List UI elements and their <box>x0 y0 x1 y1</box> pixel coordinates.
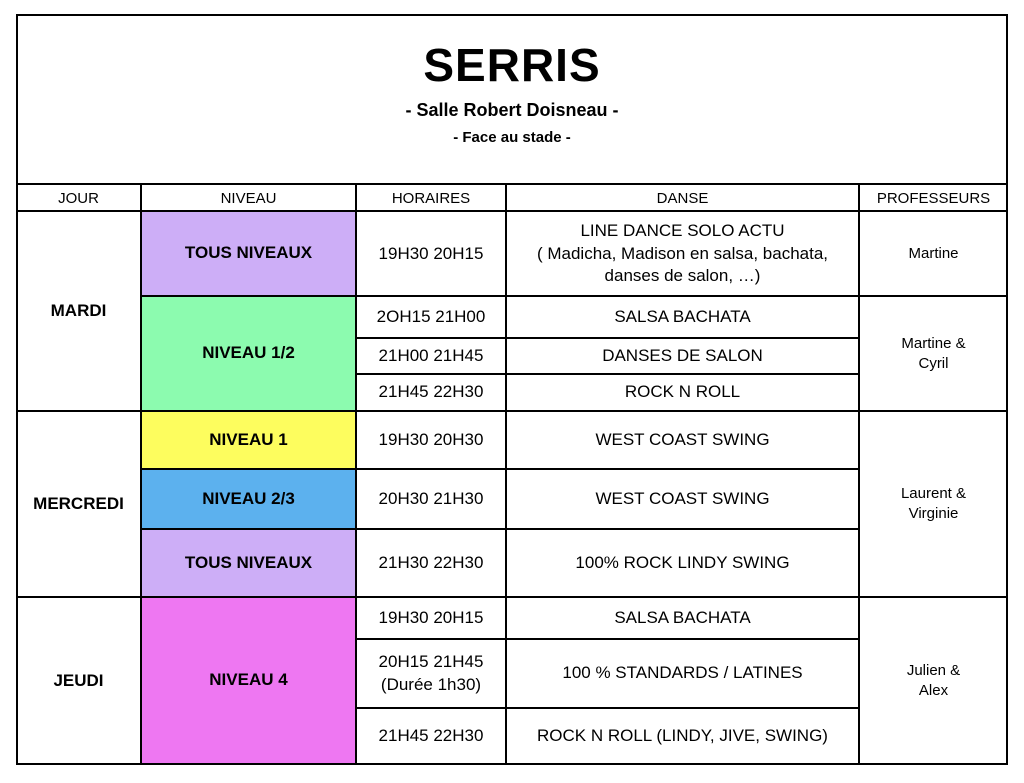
level-mardi-niveau-1-2: NIVEAU 1/2 <box>142 296 355 411</box>
column-rule <box>505 183 507 765</box>
page-title: SERRIS <box>423 39 601 91</box>
row-rule <box>356 638 859 640</box>
time-slot: 20H15 21H45 (Durée 1h30) <box>378 652 484 694</box>
time-slot: 2OH15 21H00 <box>376 306 486 326</box>
professor-cell: Martine <box>908 245 959 263</box>
dance-name: WEST COAST SWING <box>595 488 770 508</box>
time-slot: 21H45 22H30 <box>378 726 484 746</box>
column-header-jour: JOUR <box>58 189 99 207</box>
level-mardi-tous-niveaux: TOUS NIVEAUX <box>142 211 355 296</box>
time-slot: 19H30 20H15 <box>378 607 484 627</box>
dance-name: SALSA BACHATA <box>614 306 751 326</box>
time-slot: 19H30 20H15 <box>378 243 484 263</box>
day-jeudi: JEUDI <box>53 670 104 690</box>
time-slot: 20H30 21H30 <box>378 488 484 508</box>
day-mercredi: MERCREDI <box>33 493 124 513</box>
time-slot: 21H45 22H30 <box>378 382 484 402</box>
dance-name: SALSA BACHATA <box>614 607 751 627</box>
dance-name: 100 % STANDARDS / LATINES <box>562 663 803 683</box>
column-rule <box>858 183 860 765</box>
time-slot: 19H30 20H30 <box>378 429 484 449</box>
day-mardi: MARDI <box>50 301 107 321</box>
row-rule <box>141 468 859 470</box>
row-rule <box>356 337 859 339</box>
level-mercredi-tous-niveaux: TOUS NIVEAUX <box>142 529 355 597</box>
professor-cell: Julien & Alex <box>906 662 961 699</box>
time-slot: 21H00 21H45 <box>378 345 484 365</box>
venue-location: - Face au stade - <box>453 129 571 146</box>
dance-name: 100% ROCK LINDY SWING <box>575 552 790 572</box>
dance-name: WEST COAST SWING <box>595 429 770 449</box>
dance-name: ROCK N ROLL (LINDY, JIVE, SWING) <box>537 726 828 746</box>
dance-name: DANSES DE SALON <box>602 345 763 365</box>
row-rule <box>356 373 859 375</box>
column-header-horaires: HORAIRES <box>391 189 471 207</box>
column-rule <box>355 183 357 765</box>
column-header-danse: DANSE <box>656 189 709 207</box>
column-rule <box>140 183 142 765</box>
dance-name: LINE DANCE SOLO ACTU ( Madicha, Madison en salsa, bachata, danses de salon, …) <box>536 221 829 286</box>
time-slot: 21H30 22H30 <box>378 552 484 572</box>
column-header-niveau: NIVEAU <box>220 189 277 207</box>
row-rule <box>141 528 859 530</box>
professor-cell: Martine & Cyril <box>901 334 966 372</box>
column-header-professeurs: PROFESSEURS <box>876 189 991 207</box>
level-jeudi-niveau-4: NIVEAU 4 <box>142 597 355 763</box>
dance-name: ROCK N ROLL <box>624 382 741 402</box>
level-mercredi-niveau-2-3: NIVEAU 2/3 <box>142 469 355 529</box>
row-rule <box>141 295 1008 297</box>
level-mercredi-niveau-1: NIVEAU 1 <box>142 411 355 469</box>
professor-cell: Laurent & Virginie <box>900 485 967 522</box>
venue-name: - Salle Robert Doisneau - <box>405 100 619 120</box>
row-rule <box>356 707 859 709</box>
